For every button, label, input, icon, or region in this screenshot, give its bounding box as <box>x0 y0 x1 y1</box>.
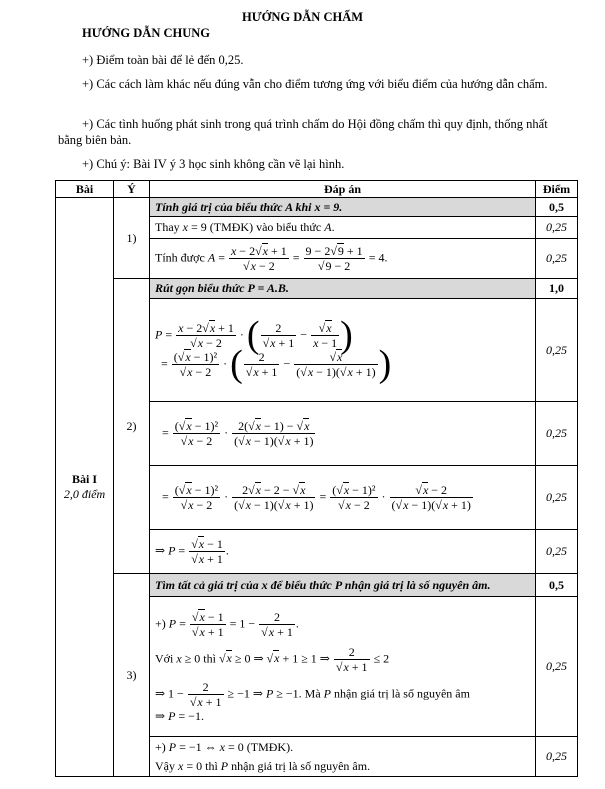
p1-row1: Thay x = 9 (TMĐK) vào biểu thức A. <box>150 217 536 239</box>
p3-head: Tìm tất cả giá trị của x để biểu thức P nhận giá trị là số nguyên âm. <box>150 574 536 597</box>
header-y: Ý <box>114 181 150 198</box>
p2-row4: ⇒ P = $\frac{√x - 1}{√x + 1}$ . <box>150 530 536 574</box>
p1-row1-points: 0,25 <box>536 217 578 239</box>
p2-row3: = $\frac{\text{(√x − 1)²}}{√x - 2}$ · $\frac{2√x - 2 - √x}{(√x - 1)(√x + 1)}$ = $\frac{\text{(√x − 1)²}}{√x - 2}$ · $\frac{√x - 2}{(√x - 1)(√x + 1)}$ <box>150 466 536 530</box>
p3-head-points: 0,5 <box>536 574 578 597</box>
p3-row1-points: 0,25 <box>536 597 578 737</box>
p2-row2-points: 0,25 <box>536 402 578 466</box>
p2-row3-points: 0,25 <box>536 466 578 530</box>
p1-head-points: 0,5 <box>536 198 578 217</box>
p2-row1-points: 0,25 <box>536 299 578 402</box>
page-title: HƯỚNG DẪN CHẤM <box>241 10 364 24</box>
bai-cell <box>56 198 114 777</box>
p2-head: Rút gọn biểu thức P = A.B. <box>150 279 536 299</box>
note-2: +) Các cách làm khác nếu đúng vẫn cho điểm tương ứng với biểu điểm của hướng dẫn chấm. <box>82 77 548 91</box>
bai-points: 2,0 điểm <box>63 487 106 501</box>
note-3: +) Các tình huống phát sinh trong quá trình chấm do Hội đồng chấm thì quy định, thống nhất bằng biên bản. <box>58 117 548 147</box>
table-row <box>56 279 578 299</box>
p2-row1: P = $\frac{x - 2√x + 1}{√x - 2}$ · ( $\frac{2}{√x + 1}$ − $\frac{√x}{x - 1}$ ) = $\frac{\text{(√x − 1)²}}{√x - 2}$ · ( $\frac{2}{√x + 1}$ − $\frac{√x}{(√x - 1)(√x + 1)}$ ) <box>150 299 536 402</box>
header-dap-an: Đáp án <box>150 181 536 198</box>
p2-row4-points: 0,25 <box>536 530 578 574</box>
note-4: +) Chú ý: Bài IV ý 3 học sinh không cần vẽ lại hình. <box>82 157 345 171</box>
bai-label: Bài I <box>71 472 97 486</box>
header-bai: Bài <box>56 181 114 198</box>
section-subtitle: HƯỚNG DẪN CHUNG <box>82 26 211 40</box>
p2-row2: = $\frac{\text{(√x − 1)²}}{√x - 2}$ · $\frac{2(√x - 1) - √x}{(√x - 1)(√x + 1)}$ <box>150 402 536 466</box>
p1-row2-points: 0,25 <box>536 239 578 279</box>
p3-row2: +) P = −1 ⇔ x = 0 (TMĐK). Vậy x = 0 thì P nhận giá trị là số nguyên âm. <box>150 737 536 777</box>
p3-row2-points: 0,25 <box>536 737 578 777</box>
table-header-row <box>56 181 578 198</box>
p1-row2: Tính được A = $\frac{x - 2√x + 1}{√x - 2}$ = $\frac{9 - 2√9 + 1}{√9 - 2}$ = 4. <box>150 239 536 279</box>
p3-row1: +) P = $\frac{√x - 1}{√x + 1}$ = 1 − $\frac{2}{√x + 1}$ . Với x ≥ 0 thì √x ≥ 0 ⇒ √x + 1 ≥ 1 ⇒ $\frac{2}{√x + 1}$ ≤ 2 ⇒ 1 − $\frac{2}{√x + 1}$ ≥ −1 ⇒ P ≥ −1. Mà P nhận giá trị là số nguyên âm ⇒ P = −1. <box>150 597 536 737</box>
table-row <box>56 198 578 217</box>
p1-head: Tính giá trị của biểu thức A khi x = 9. <box>150 198 536 217</box>
table-row <box>56 574 578 597</box>
y-1: 1) <box>114 198 150 279</box>
y-3: 3) <box>114 574 150 777</box>
note-1: +) Điểm toàn bài để lẻ đến 0,25. <box>82 53 244 67</box>
header-diem: Điểm <box>536 181 578 198</box>
y-2: 2) <box>114 279 150 574</box>
grading-table <box>55 180 578 777</box>
p2-head-points: 1,0 <box>536 279 578 299</box>
